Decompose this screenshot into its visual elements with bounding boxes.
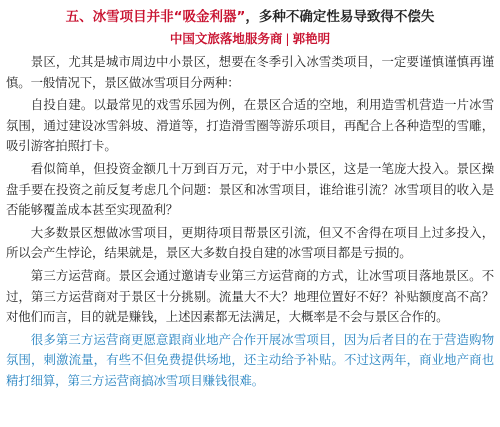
paragraph-self-build: 自投自建。以最常见的戏雪乐园为例，在景区合适的空地，利用造雪机营造一片冰雪氛围，通过建设冰雪斜坡、滑道等，打造滑雪圈等游乐项目，再配合上各种造型的雪雕，吸引游客拍照打卡。 [6, 97, 494, 154]
paragraph-intro: 景区，尤其是城市周边中小景区，想要在冬季引入冰雪类项目，一定要谨慎谨慎再谨慎。一般情况下，景区做冰雪项目分两种： [6, 54, 494, 90]
byline-separator: | [285, 31, 290, 46]
paragraph-third-party: 第三方运营商。景区会通过邀请专业第三方运营商的方式，让冰雪项目落地景区。不过，第三方运营商对于景区十分挑剔。流量大不大？地理位置好不好？补贴额度高不高？对他们而言，目的就是赚钱，上述因素都无法满足，大概率是不会与景区合作的。 [6, 267, 494, 325]
headline-suffix: ，多种不确定性易导致得不偿失 [245, 9, 435, 25]
paragraph-paradox: 大多数景区想做冰雪项目，更期待项目帮景区引流，但又不舍得在项目上过多投入，所以会产生悖论，结果就是，景区大多数自投自建的冰雪项目都是亏损的。 [6, 224, 494, 261]
paragraph-investment: 看似简单，但投资金额几十万到百万元，对于中小景区，这是一笔庞大投入。景区操盘手要在投资之前反复考虑几个问题：景区和冰雪项目，谁给谁引流？冰雪项目的收入是否能够覆盖成本甚至实现盈利？ [6, 160, 494, 218]
article-byline [6, 29, 494, 48]
headline-prefix: 五、冰雪项目并非 [65, 9, 174, 25]
article-headline [6, 8, 494, 27]
byline-author: 郭艳明 [292, 31, 331, 46]
paragraph-highlight: 很多第三方运营商更愿意跟商业地产合作开展冰雪项目，因为后者目的在于营造购物氛围，刺激流量，有些不但免费提供场地，还主动给予补贴。不过这两年，商业地产商也精打细算，第三方运营商搞冰雪项目赚钱很难。 [6, 331, 494, 388]
byline-org: 中国文旅落地服务商 [169, 31, 283, 46]
headline-quote: “吸金利器” [173, 9, 246, 25]
